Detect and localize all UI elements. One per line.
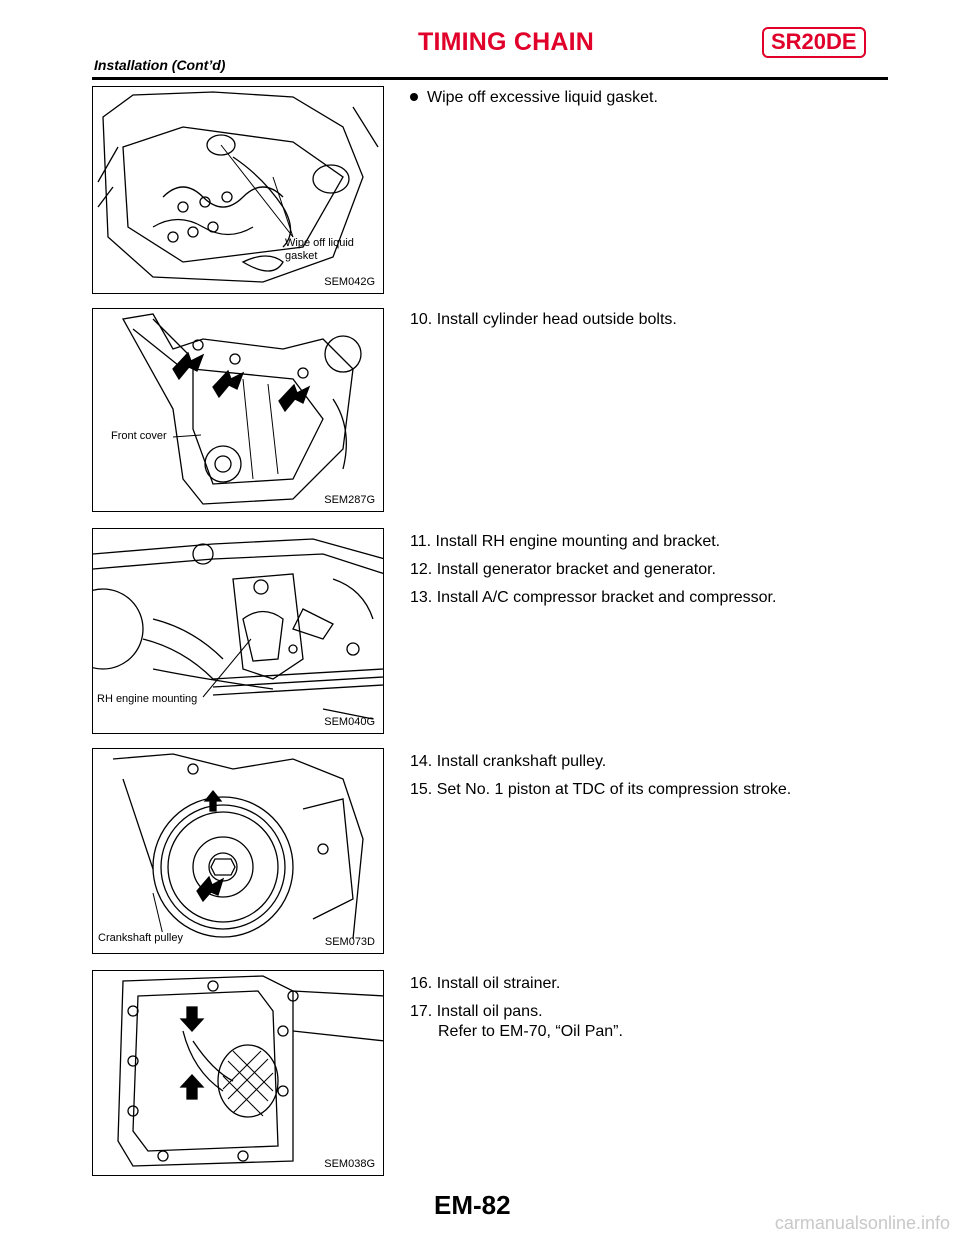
header-rule: [92, 77, 888, 80]
arrow-bolt-1: [173, 353, 203, 379]
figure-engine-mounting: [92, 528, 384, 734]
crankshaft-pulley-illustration: [93, 749, 384, 954]
callout-front-cover: Front cover: [111, 430, 167, 442]
watermark: carmanualsonline.info: [774, 1213, 950, 1233]
step-16: 16. Install oil strainer.: [410, 975, 561, 992]
figure-cylinder-head-bolts: [92, 308, 384, 512]
bullet-icon: [410, 93, 418, 101]
step-17: 17. Install oil pans.: [410, 1003, 543, 1020]
step-12: 12. Install generator bracket and generator.: [410, 561, 716, 578]
arrow-strainer-down: [181, 1007, 203, 1031]
step-11: 11. Install RH engine mounting and bracket.: [410, 533, 721, 550]
step-text: Wipe off excessive liquid gasket.: [427, 89, 658, 106]
figure-oil-strainer: [92, 970, 384, 1176]
front-cover-illustration: [93, 309, 384, 512]
engine-badge: SR20DE: [762, 27, 866, 58]
figure-code: SEM042G: [324, 276, 375, 288]
arrow-bolt-3: [279, 385, 309, 411]
oil-strainer-illustration: [93, 971, 384, 1176]
figure-code: SEM073D: [324, 936, 375, 948]
step-15: 15. Set No. 1 piston at TDC of its compression stroke.: [410, 781, 792, 798]
step-10: 10. Install cylinder head outside bolts.: [410, 311, 677, 328]
section-title: TIMING CHAIN: [418, 28, 594, 56]
arrow-pulley-top: [205, 791, 221, 811]
arrow-strainer-up: [181, 1075, 203, 1099]
step-wipe-gasket: [410, 88, 658, 107]
callout-crankshaft-pulley: Crankshaft pulley: [98, 932, 183, 944]
arrow-bolt-2: [213, 371, 243, 397]
figure-code: SEM287G: [324, 494, 375, 506]
page-number: EM-82: [434, 1190, 511, 1220]
figure-code: SEM040G: [324, 716, 375, 728]
callout-rh-engine-mounting: RH engine mounting: [97, 693, 198, 705]
step-17-reference: Refer to EM-70, “Oil Pan”.: [438, 1023, 623, 1040]
section-subtitle: Installation (Cont’d): [94, 57, 226, 73]
step-13: 13. Install A/C compressor bracket and compressor.: [410, 589, 777, 606]
figure-wipe-gasket: [92, 86, 384, 294]
step-14: 14. Install crankshaft pulley.: [410, 753, 607, 770]
figure-crankshaft-pulley: [92, 748, 384, 954]
callout-wipe-gasket: Wipe off liquid gasket: [285, 237, 354, 262]
figure-code: SEM038G: [324, 1158, 375, 1170]
